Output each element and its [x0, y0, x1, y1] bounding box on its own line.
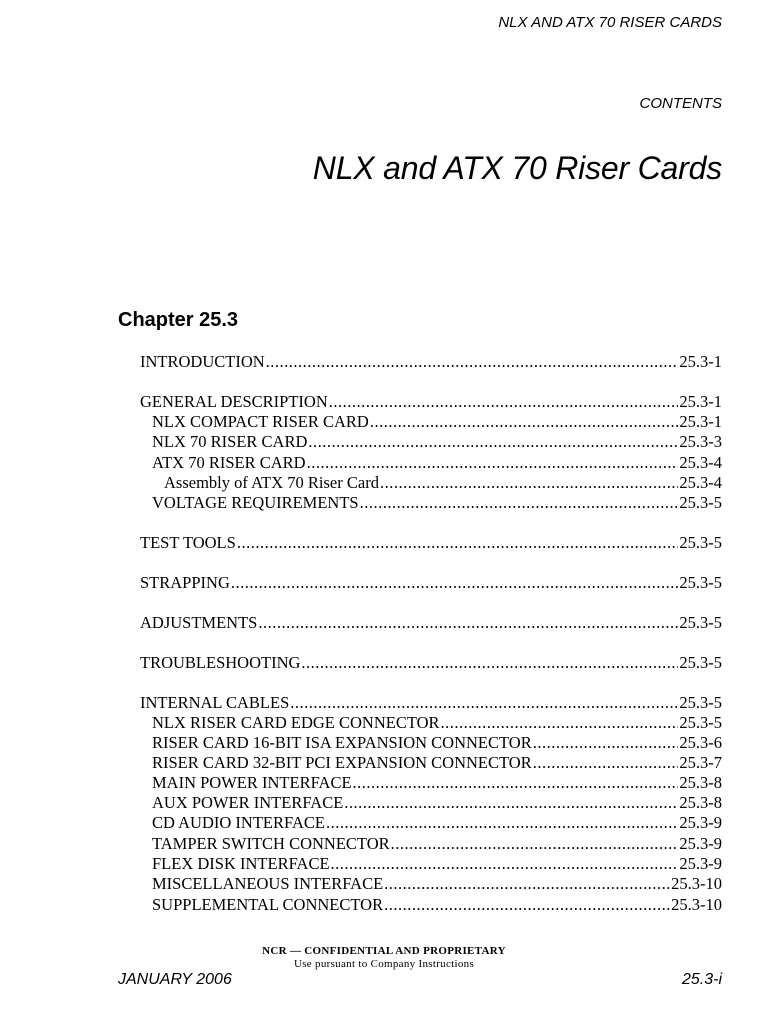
toc-entry[interactable]: [140, 733, 722, 753]
toc-entry-label: CD AUDIO INTERFACE: [152, 813, 325, 832]
toc-entry-label: NLX RISER CARD EDGE CONNECTOR: [152, 713, 440, 732]
toc-leader-dots: [533, 753, 679, 773]
toc-entry[interactable]: [140, 453, 722, 473]
toc-entry[interactable]: [140, 834, 722, 854]
toc-entry-label: GENERAL DESCRIPTION: [140, 392, 328, 411]
confidentiality-notice: [0, 945, 768, 971]
toc-entry-page: 25.3-5: [679, 573, 722, 592]
toc-entry-label: VOLTAGE REQUIREMENTS: [152, 493, 359, 512]
toc-entry-page: 25.3-5: [679, 713, 722, 732]
toc-entry-label: RISER CARD 32-BIT PCI EXPANSION CONNECTOR: [152, 753, 532, 772]
toc-entry[interactable]: [140, 753, 722, 773]
toc-entry-page: 25.3-1: [679, 352, 722, 371]
toc-leader-dots: [301, 653, 678, 673]
toc-entry-label: MAIN POWER INTERFACE: [152, 773, 352, 792]
toc-entry-page: 25.3-4: [679, 453, 722, 472]
toc-entry[interactable]: [140, 352, 722, 372]
toc-entry-label: NLX COMPACT RISER CARD: [152, 412, 369, 431]
toc-entry[interactable]: [140, 813, 722, 833]
toc-leader-dots: [370, 412, 679, 432]
toc-entry-page: 25.3-8: [679, 773, 722, 792]
toc-leader-dots: [290, 693, 678, 713]
toc-entry-label: TROUBLESHOOTING: [140, 653, 301, 672]
toc-leader-dots: [258, 613, 678, 633]
toc-leader-dots: [391, 834, 679, 854]
running-header: NLX AND ATX 70 RISER CARDS: [498, 14, 722, 31]
document-title: NLX and ATX 70 Riser Cards: [312, 150, 722, 186]
toc-entry-label: AUX POWER INTERFACE: [152, 793, 344, 812]
usage-line: Use pursuant to Company Instructions: [293, 958, 475, 970]
toc-entry-page: 25.3-5: [679, 493, 722, 512]
toc-entry-page: 25.3-7: [679, 753, 722, 772]
toc-entry[interactable]: [140, 773, 722, 793]
chapter-heading: Chapter 25.3: [118, 309, 239, 331]
toc-entry-page: 25.3-9: [679, 854, 722, 873]
toc-entry-page: 25.3-4: [679, 473, 722, 492]
toc-entry[interactable]: [140, 874, 722, 894]
toc-entry-page: 25.3-1: [679, 412, 722, 431]
confidential-line: NCR — CONFIDENTIAL AND PROPRIETARY: [262, 945, 506, 957]
toc-leader-dots: [384, 895, 670, 915]
toc-entry-page: 25.3-5: [679, 533, 722, 552]
toc-entry-page: 25.3-3: [679, 432, 722, 451]
footer-date: JANUARY 2006: [118, 971, 232, 988]
toc-entry-label: ATX 70 RISER CARD: [152, 453, 306, 472]
toc-entry-label: Assembly of ATX 70 Riser Card: [164, 473, 379, 492]
toc-leader-dots: [441, 713, 679, 733]
toc-entry-label: INTERNAL CABLES: [140, 693, 290, 712]
toc-entry[interactable]: [140, 533, 722, 553]
toc-entry[interactable]: [140, 473, 722, 493]
toc-leader-dots: [360, 493, 679, 513]
toc-entry-page: 25.3-1: [679, 392, 722, 411]
toc-leader-dots: [308, 432, 678, 452]
toc-entry-page: 25.3-10: [671, 874, 722, 893]
contents-label: CONTENTS: [639, 95, 722, 112]
toc-entry[interactable]: [140, 493, 722, 513]
toc-entry-page: 25.3-5: [679, 693, 722, 712]
toc-entry-label: RISER CARD 16-BIT ISA EXPANSION CONNECTOR: [152, 733, 532, 752]
toc-leader-dots: [266, 352, 679, 372]
toc-leader-dots: [237, 533, 679, 553]
toc-leader-dots: [533, 733, 679, 753]
toc-leader-dots: [331, 854, 679, 874]
footer-page-number: 25.3-i: [681, 971, 722, 988]
toc-entry[interactable]: [140, 573, 722, 593]
toc-entry-label: TAMPER SWITCH CONNECTOR: [152, 834, 390, 853]
toc-leader-dots: [344, 793, 678, 813]
toc-leader-dots: [307, 453, 679, 473]
toc-leader-dots: [380, 473, 678, 493]
toc-entry[interactable]: [140, 653, 722, 673]
toc-entry-label: FLEX DISK INTERFACE: [152, 854, 330, 873]
toc-entry[interactable]: [140, 713, 722, 733]
toc-leader-dots: [384, 874, 670, 894]
toc-entry[interactable]: [140, 392, 722, 412]
toc-entry[interactable]: [140, 895, 722, 915]
toc-entry-label: NLX 70 RISER CARD: [152, 432, 308, 451]
toc-entry-page: 25.3-5: [679, 653, 722, 672]
toc-entry-label: SUPPLEMENTAL CONNECTOR: [152, 895, 384, 914]
toc-entry-page: 25.3-9: [679, 813, 722, 832]
toc-entry[interactable]: [140, 613, 722, 633]
toc-entry-label: MISCELLANEOUS INTERFACE: [152, 874, 384, 893]
toc-entry-page: 25.3-8: [679, 793, 722, 812]
toc-leader-dots: [326, 813, 678, 833]
toc-entry-label: STRAPPING: [140, 573, 230, 592]
toc-entry[interactable]: [140, 854, 722, 874]
toc-entry-page: 25.3-5: [679, 613, 722, 632]
toc-entry-page: 25.3-10: [671, 895, 722, 914]
toc-entry-label: INTRODUCTION: [140, 352, 265, 371]
toc-entry-page: 25.3-6: [679, 733, 722, 752]
toc-entry[interactable]: [140, 693, 722, 713]
toc-leader-dots: [329, 392, 679, 412]
toc-entry[interactable]: [140, 793, 722, 813]
toc-leader-dots: [353, 773, 679, 793]
toc-entry[interactable]: [140, 432, 722, 452]
toc-entry-page: 25.3-9: [679, 834, 722, 853]
toc-entry-label: TEST TOOLS: [140, 533, 236, 552]
toc-entry[interactable]: [140, 412, 722, 432]
toc-entry-label: ADJUSTMENTS: [140, 613, 258, 632]
toc-leader-dots: [231, 573, 679, 593]
